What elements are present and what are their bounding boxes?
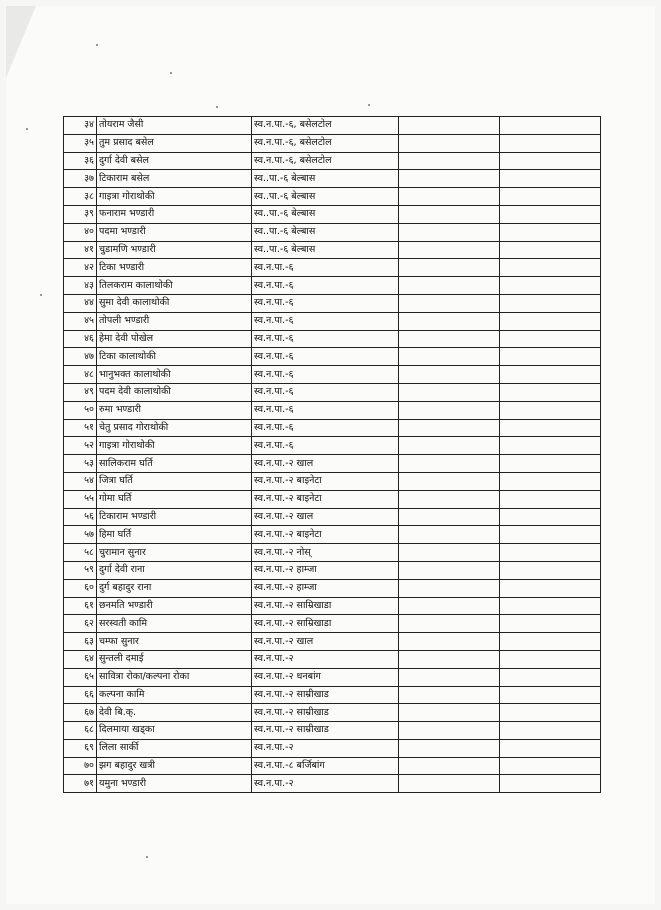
address: स्व.न.पा.-२ हाम्जा xyxy=(252,561,399,579)
person-name: हिमा घर्ति xyxy=(97,526,252,544)
empty-cell xyxy=(500,704,601,722)
row-number: ६७ xyxy=(64,704,97,722)
person-name: सावित्रा रोका/कल्पना रोका xyxy=(97,668,252,686)
empty-cell xyxy=(399,650,500,668)
table-row xyxy=(64,526,601,544)
person-name: टिका कालाथोकी xyxy=(97,348,252,366)
scan-speck xyxy=(146,856,148,858)
empty-cell xyxy=(399,419,500,437)
address: स्व.न.पा.-२ बाइनेटा xyxy=(252,526,399,544)
empty-cell xyxy=(500,757,601,775)
person-name: तोपली भण्डारी xyxy=(97,312,252,330)
table-row xyxy=(64,686,601,704)
empty-cell xyxy=(500,615,601,633)
empty-cell xyxy=(500,348,601,366)
scan-speck xyxy=(26,128,28,130)
empty-cell xyxy=(399,223,500,241)
page-fold-corner xyxy=(6,6,36,78)
empty-cell xyxy=(399,152,500,170)
empty-cell xyxy=(500,117,601,135)
table-row xyxy=(64,366,601,384)
empty-cell xyxy=(399,277,500,295)
person-name: छनमति भण्डारी xyxy=(97,597,252,615)
person-name: चेतु प्रसाद गोराथोकी xyxy=(97,419,252,437)
table-row xyxy=(64,348,601,366)
empty-cell xyxy=(500,739,601,757)
empty-cell xyxy=(399,472,500,490)
address: स्व.न.पा.-६, बसेलटोल xyxy=(252,152,399,170)
address: स्व.न.पा.-६ xyxy=(252,330,399,348)
empty-cell xyxy=(399,668,500,686)
address: स्व.न.पा.-२ xyxy=(252,739,399,757)
row-number: ५५ xyxy=(64,490,97,508)
empty-cell xyxy=(399,633,500,651)
table-row xyxy=(64,437,601,455)
person-name: सालिकराम घर्ति xyxy=(97,455,252,473)
table-row xyxy=(64,472,601,490)
table-row xyxy=(64,330,601,348)
person-name: टिकाराम भण्डारी xyxy=(97,508,252,526)
person-name: यमुना भण्डारी xyxy=(97,775,252,793)
address: स्व.न.पा.-६ xyxy=(252,259,399,277)
address: स्व.न.पा.-२ साम्रीखाड xyxy=(252,686,399,704)
empty-cell xyxy=(500,490,601,508)
empty-cell xyxy=(500,722,601,740)
row-number: ६५ xyxy=(64,668,97,686)
address: स्व.न.पा.-२ बाइनेटा xyxy=(252,472,399,490)
address: स्व.न.पा.-२ खाल xyxy=(252,508,399,526)
table-row xyxy=(64,277,601,295)
empty-cell xyxy=(500,401,601,419)
row-number: ४९ xyxy=(64,383,97,401)
person-name: चम्फा सुनार xyxy=(97,633,252,651)
empty-cell xyxy=(399,686,500,704)
row-number: ६९ xyxy=(64,739,97,757)
address: स्व.न.पा.-६, बसेलटोल xyxy=(252,134,399,152)
person-name: फनाराम भण्डारी xyxy=(97,205,252,223)
person-name: तिलकराम कालाथोकी xyxy=(97,277,252,295)
address: स्व..पा.-६ बेल्बास xyxy=(252,188,399,206)
row-number: ७१ xyxy=(64,775,97,793)
table-row xyxy=(64,561,601,579)
table-row xyxy=(64,615,601,633)
person-name: कल्पना कामि xyxy=(97,686,252,704)
empty-cell xyxy=(399,544,500,562)
address: स्व.न.पा.-८ बर्जिबांग xyxy=(252,757,399,775)
empty-cell xyxy=(500,205,601,223)
empty-cell xyxy=(399,775,500,793)
empty-cell xyxy=(399,294,500,312)
empty-cell xyxy=(399,561,500,579)
address: स्व.न.पा.-२ खाल xyxy=(252,633,399,651)
address: स्व..पा.-६ बेल्बास xyxy=(252,205,399,223)
person-name: हेमा देवी पोखेल xyxy=(97,330,252,348)
table-row xyxy=(64,739,601,757)
person-name: टिका भण्डारी xyxy=(97,259,252,277)
row-number: ५२ xyxy=(64,437,97,455)
address: स्व.न.पा.-६ xyxy=(252,294,399,312)
empty-cell xyxy=(500,650,601,668)
empty-cell xyxy=(500,437,601,455)
person-name: भानुभक्त कालाथोकी xyxy=(97,366,252,384)
row-number: ५८ xyxy=(64,544,97,562)
table-row xyxy=(64,134,601,152)
empty-cell xyxy=(500,188,601,206)
empty-cell xyxy=(399,259,500,277)
address: स्व.न.पा.-२ साम्रिखाडा xyxy=(252,615,399,633)
row-number: ४८ xyxy=(64,366,97,384)
empty-cell xyxy=(500,597,601,615)
address: स्व.न.पा.-२ धनबांग xyxy=(252,668,399,686)
empty-cell xyxy=(500,455,601,473)
row-number: ५७ xyxy=(64,526,97,544)
empty-cell xyxy=(500,259,601,277)
address: स्व.न.पा.-२ साम्रीखाड xyxy=(252,704,399,722)
empty-cell xyxy=(399,366,500,384)
empty-cell xyxy=(500,366,601,384)
table-row xyxy=(64,170,601,188)
person-name: चुडामणि भण्डारी xyxy=(97,241,252,259)
address: स्व.न.पा.-६ xyxy=(252,277,399,295)
person-name: पदम देवी कालाथोकी xyxy=(97,383,252,401)
person-name: गाइत्रा गोराथोकी xyxy=(97,188,252,206)
empty-cell xyxy=(399,205,500,223)
empty-cell xyxy=(500,633,601,651)
person-name: सुमा देवी कालाथोकी xyxy=(97,294,252,312)
empty-cell xyxy=(500,330,601,348)
empty-cell xyxy=(500,277,601,295)
person-name: गाइत्रा गोराथोकी xyxy=(97,437,252,455)
table-row xyxy=(64,188,601,206)
row-number: ४४ xyxy=(64,294,97,312)
address: स्व.न.पा.-६ xyxy=(252,437,399,455)
address: स्व.न.पा.-६ xyxy=(252,401,399,419)
empty-cell xyxy=(399,348,500,366)
table-row xyxy=(64,294,601,312)
row-number: ६३ xyxy=(64,633,97,651)
empty-cell xyxy=(399,722,500,740)
table-row xyxy=(64,383,601,401)
table-row xyxy=(64,117,601,135)
person-name: सरस्वती कामि xyxy=(97,615,252,633)
scan-speck xyxy=(368,104,370,106)
address: स्व.न.पा.-६ xyxy=(252,383,399,401)
empty-cell xyxy=(399,579,500,597)
person-name: तोयराम जैसी xyxy=(97,117,252,135)
person-name: दुर्गा देवी राना xyxy=(97,561,252,579)
address: स्व.न.पा.-२ बाइनेटा xyxy=(252,490,399,508)
address: स्व.न.पा.-६ xyxy=(252,348,399,366)
empty-cell xyxy=(500,686,601,704)
empty-cell xyxy=(500,383,601,401)
empty-cell xyxy=(399,383,500,401)
empty-cell xyxy=(399,241,500,259)
scan-speck xyxy=(216,106,218,108)
table-row xyxy=(64,419,601,437)
row-number: ५३ xyxy=(64,455,97,473)
empty-cell xyxy=(500,170,601,188)
empty-cell xyxy=(399,312,500,330)
person-name: टिकाराम बसेल xyxy=(97,170,252,188)
row-number: ३५ xyxy=(64,134,97,152)
empty-cell xyxy=(500,472,601,490)
empty-cell xyxy=(399,188,500,206)
empty-cell xyxy=(399,170,500,188)
address: स्व.न.पा.-२ नोस् xyxy=(252,544,399,562)
scan-speck xyxy=(96,44,98,46)
address: स्व.न.पा.-६ xyxy=(252,419,399,437)
table-row xyxy=(64,205,601,223)
row-number: ३४ xyxy=(64,117,97,135)
empty-cell xyxy=(500,526,601,544)
row-number: ६१ xyxy=(64,597,97,615)
empty-cell xyxy=(399,739,500,757)
empty-cell xyxy=(399,437,500,455)
address: स्व..पा.-६ बेल्बास xyxy=(252,241,399,259)
row-number: ४३ xyxy=(64,277,97,295)
empty-cell xyxy=(399,508,500,526)
row-number: ६८ xyxy=(64,722,97,740)
address: स्व.न.पा.-२ खाल xyxy=(252,455,399,473)
empty-cell xyxy=(500,152,601,170)
table-row xyxy=(64,775,601,793)
person-name: दिलमाया खड्का xyxy=(97,722,252,740)
person-name: दुर्ग बहादुर राना xyxy=(97,579,252,597)
table-row xyxy=(64,152,601,170)
row-number: ५१ xyxy=(64,419,97,437)
empty-cell xyxy=(500,668,601,686)
person-name: रुमा भण्डारी xyxy=(97,401,252,419)
empty-cell xyxy=(500,775,601,793)
row-number: ३९ xyxy=(64,205,97,223)
table-row xyxy=(64,650,601,668)
table-row xyxy=(64,241,601,259)
table-row xyxy=(64,312,601,330)
row-number: ४१ xyxy=(64,241,97,259)
person-name: गोमा घर्ति xyxy=(97,490,252,508)
table-row xyxy=(64,722,601,740)
row-number: ५४ xyxy=(64,472,97,490)
row-number: ६० xyxy=(64,579,97,597)
empty-cell xyxy=(399,330,500,348)
table-row xyxy=(64,223,601,241)
table-row xyxy=(64,579,601,597)
person-name: पदमा भण्डारी xyxy=(97,223,252,241)
empty-cell xyxy=(399,117,500,135)
address: स्व.न.पा.-२ xyxy=(252,775,399,793)
row-number: ३६ xyxy=(64,152,97,170)
row-number: ५९ xyxy=(64,561,97,579)
empty-cell xyxy=(399,757,500,775)
table-row xyxy=(64,259,601,277)
person-name: सुन्तली दमाई xyxy=(97,650,252,668)
person-name: तुम प्रसाद बसेल xyxy=(97,134,252,152)
table-row xyxy=(64,401,601,419)
table-row xyxy=(64,455,601,473)
empty-cell xyxy=(399,597,500,615)
row-number: ४२ xyxy=(64,259,97,277)
person-name: जित्रा घर्ति xyxy=(97,472,252,490)
address: स्व.न.पा.-२ साम्रिखाडा xyxy=(252,597,399,615)
row-number: ६४ xyxy=(64,650,97,668)
empty-cell xyxy=(399,526,500,544)
person-name: देवी बि.क्. xyxy=(97,704,252,722)
empty-cell xyxy=(500,134,601,152)
scan-speck xyxy=(170,72,172,74)
empty-cell xyxy=(500,419,601,437)
empty-cell xyxy=(399,490,500,508)
person-name: दुर्गा देवी बसेल xyxy=(97,152,252,170)
empty-cell xyxy=(399,134,500,152)
row-number: ४७ xyxy=(64,348,97,366)
row-number: ४५ xyxy=(64,312,97,330)
table-row xyxy=(64,597,601,615)
row-number: ५६ xyxy=(64,508,97,526)
person-name: चुरामान सुनार xyxy=(97,544,252,562)
row-number: ५० xyxy=(64,401,97,419)
address: स्व.न.पा.-६ xyxy=(252,366,399,384)
row-number: ३८ xyxy=(64,188,97,206)
table-row xyxy=(64,668,601,686)
address: स्व.न.पा.-६ xyxy=(252,312,399,330)
empty-cell xyxy=(399,704,500,722)
address: स्व.न.पा.-२ साम्रीखाड xyxy=(252,722,399,740)
table-row xyxy=(64,544,601,562)
empty-cell xyxy=(399,455,500,473)
empty-cell xyxy=(399,615,500,633)
row-number: ४० xyxy=(64,223,97,241)
row-number: ७० xyxy=(64,757,97,775)
address: स्व.न.पा.-६, बसेलटोल xyxy=(252,117,399,135)
empty-cell xyxy=(500,223,601,241)
table-row xyxy=(64,757,601,775)
address: स्व.न.पा.-२ xyxy=(252,650,399,668)
empty-cell xyxy=(399,401,500,419)
address: स्व..पा.-६ बेल्बास xyxy=(252,170,399,188)
row-number: ६६ xyxy=(64,686,97,704)
row-number: ४६ xyxy=(64,330,97,348)
address: स्व.न.पा.-२ हाम्जा xyxy=(252,579,399,597)
register-table xyxy=(63,116,601,793)
address: स्व..पा.-६ बेल्बास xyxy=(252,223,399,241)
empty-cell xyxy=(500,312,601,330)
empty-cell xyxy=(500,508,601,526)
row-number: ६२ xyxy=(64,615,97,633)
table-row xyxy=(64,490,601,508)
table-row xyxy=(64,633,601,651)
scan-speck xyxy=(40,294,42,296)
empty-cell xyxy=(500,579,601,597)
table-row xyxy=(64,508,601,526)
empty-cell xyxy=(500,294,601,312)
empty-cell xyxy=(500,241,601,259)
person-name: झग बहादुर खत्री xyxy=(97,757,252,775)
table-row xyxy=(64,704,601,722)
empty-cell xyxy=(500,561,601,579)
person-name: लिला सार्की xyxy=(97,739,252,757)
empty-cell xyxy=(500,544,601,562)
row-number: ३७ xyxy=(64,170,97,188)
